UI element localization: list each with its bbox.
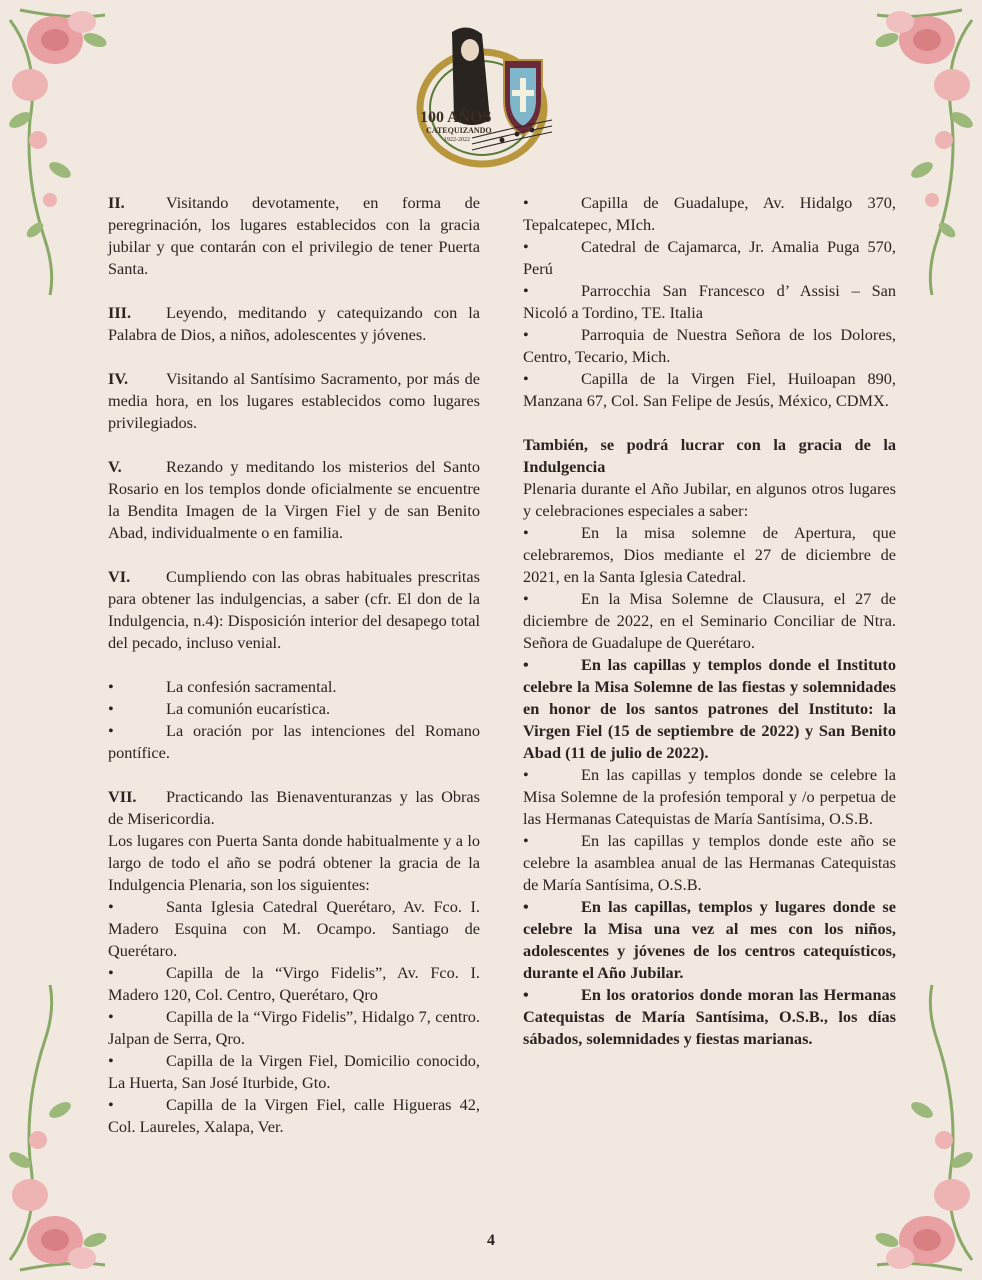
logo-title: 100 AÑOS	[420, 109, 492, 126]
list-item: • La comunión eucarística.	[108, 699, 331, 718]
list-item: • En la misa solemne de Apertura, que celebraremos, Dios mediante el 27 de diciembre de 2021, en la Santa Iglesia Catedral.	[523, 523, 896, 586]
list-item: • La confesión sacramental.	[108, 677, 337, 696]
page-number: 4	[487, 1232, 495, 1249]
list-item: • Capilla de la Virgen Fiel, Huiloapan 890, Manzana 67, Col. San Felipe de Jesús, México, CDMX.	[523, 369, 896, 410]
list-item: • Parroquia de Nuestra Señora de los Dolores, Centro, Tecario, Mich.	[523, 325, 896, 366]
list-item: • En las capillas y templos donde este año se celebre la asamblea anual de las Hermanas Catequistas de María Santísima, O.S.B.	[523, 831, 896, 894]
list-item: • La oración por las intenciones del Romano pontífice.	[108, 721, 480, 762]
centenary-logo	[412, 20, 564, 180]
places-intro: Los lugares con Puerta Santa donde habitualmente y a lo largo de todo el año se podrá obtener la gracia de la Indulgencia Plenaria, son los siguientes:	[108, 831, 480, 894]
list-item: • En la Misa Solemne de Clausura, el 27 de diciembre de 2022, en el Seminario Conciliar de Ntra. Señora de Guadalupe de Querétaro.	[523, 589, 896, 652]
floral-corner-top-left	[0, 0, 110, 300]
list-item: • Capilla de Guadalupe, Av. Hidalgo 370, Tepalcatepec, MIch.	[523, 193, 896, 234]
list-item: • En las capillas, templos y lugares donde se celebre la Misa una vez al mes con los niños, adolescentes y jóvenes de los centros catequísticos, durante el Año Jubilar.	[523, 897, 896, 982]
list-item: • Capilla de la “Virgo Fidelis”, Av. Fco. I. Madero 120, Col. Centro, Querétaro, Qro	[108, 963, 480, 1004]
list-item: • Capilla de la “Virgo Fidelis”, Hidalgo 7, centro. Jalpan de Serra, Qro.	[108, 1007, 480, 1048]
right-column	[523, 192, 896, 1050]
section-vi: VI. Cumpliendo con las obras habituales prescritas para obtener las indulgencias, a saber (cfr. El don de la Indulgencia, n.4): Disposición interior del desapego total del pecado, incluso venial.	[108, 567, 480, 652]
section-vii: VII. Practicando las Bienaventuranzas y las Obras de Misericordia.	[108, 787, 480, 828]
list-item: • En las capillas y templos donde se celebre la Misa Solemne de la profesión temporal y /o perpetua de las Hermanas Catequistas de María Santísima, O.S.B.	[523, 765, 896, 828]
list-item: • En los oratorios donde moran las Hermanas Catequistas de María Santísima, O.S.B., los días sábados, solemnidades y fiestas marianas.	[523, 985, 896, 1048]
list-item: • En las capillas y templos donde el Instituto celebre la Misa Solemne de las fiestas y solemnidades en honor de los santos patrones del Instituto: la Virgen Fiel (15 de septiembre de 2022) y San Benito Abad (11 de julio de 2022).	[523, 655, 896, 762]
list-item: • Catedral de Cajamarca, Jr. Amalia Puga 570, Perú	[523, 237, 896, 278]
logo-years: 1922-2022	[444, 137, 470, 143]
list-item: • Capilla de la Virgen Fiel, Domicilio conocido, La Huerta, San José Iturbide, Gto.	[108, 1051, 480, 1092]
logo-subtitle: CATEQUIZANDO	[426, 126, 492, 135]
list-item: • Capilla de la Virgen Fiel, calle Higueras 42, Col. Laureles, Xalapa, Ver.	[108, 1095, 480, 1136]
indulgence-intro: Plenaria durante el Año Jubilar, en algunos otros lugares y celebraciones especiales a saber:	[523, 479, 896, 520]
list-item: • Santa Iglesia Catedral Querétaro, Av. Fco. I. Madero Esquina con M. Ocampo. Santiago de Querétaro.	[108, 897, 480, 960]
left-column	[108, 192, 480, 1138]
section-iv: IV. Visitando al Santísimo Sacramento, por más de media hora, en los lugares establecidos como lugares privilegiados.	[108, 369, 480, 432]
section-v: V. Rezando y meditando los misterios del Santo Rosario en los templos donde oficialmente se encuentre la Bendita Imagen de la Virgen Fiel y de san Benito Abad, individualmente o en familia.	[108, 457, 480, 542]
section-ii: II. Visitando devotamente, en forma de peregrinación, los lugares establecidos con la gracia jubilar y que contarán con el privilegio de tener Puerta Santa.	[108, 193, 480, 278]
indulgence-heading: También, se podrá lucrar con la gracia de la Indulgencia	[523, 435, 896, 476]
section-iii: III. Leyendo, meditando y catequizando con la Palabra de Dios, a niños, adolescentes y jóvenes.	[108, 303, 480, 344]
list-item: • Parrocchia San Francesco d’ Assisi – San Nicoló a Tordino, TE. Italia	[523, 281, 896, 322]
